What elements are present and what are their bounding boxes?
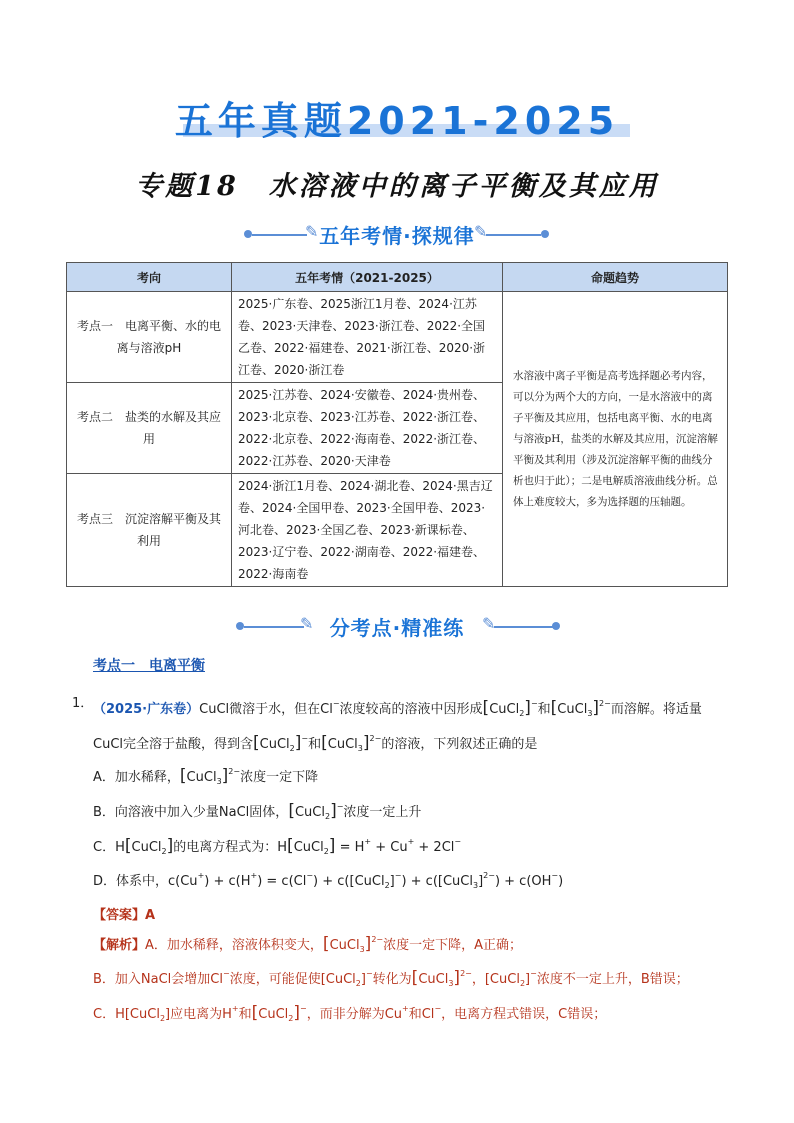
option-a[interactable]: A．加水稀释，[CuCl$_3$]$^{2-}$浓度一定下降: [93, 766, 319, 786]
trend-cell: 水溶液中离子平衡是高考选择题必考内容，可以分为两个大的方向，一是水溶液中的离子平衡及其应用，包括电离平衡、水的电离与溶液pH，盐类的水解及其应用，沉淀溶解平衡及其利用（涉及沉淀溶解平衡的曲线分析也归于此）；二是电解质溶液曲线分析。总体上难度较大，多为选择题的压轴题。: [503, 292, 728, 587]
topic-label: 考点一 电离平衡: [93, 655, 205, 675]
topic-cell: 考点三 沉淀溶解平衡及其利用: [67, 474, 232, 587]
table-header-row: [67, 263, 728, 292]
exam-trend-table: [66, 262, 728, 587]
papers-cell: 2025·江苏卷、2024·安徽卷、2024·贵州卷、2023·北京卷、2023·江苏卷、2022·浙江卷、2022·北京卷、2022·海南卷、2022·浙江卷、2022·江苏卷、2020·天津卷: [232, 383, 503, 474]
section-title: 五年考情·探规律: [319, 224, 475, 248]
question-source: （2025·广东卷）: [93, 702, 200, 717]
section-title: 分考点·精准练: [329, 616, 465, 640]
pen-icon: ✎: [474, 222, 488, 241]
papers-cell: 2024·浙江1月卷、2024·湖北卷、2024·黑吉辽卷、2024·全国甲卷、2023·全国甲卷、2023·河北卷、2023·全国乙卷、2023·新课标卷、2023·辽宁卷、2022·湖南卷、2022·福建卷、2022·海南卷: [232, 474, 503, 587]
topic-cell: 考点一 电离平衡、水的电离与溶液pH: [67, 292, 232, 383]
section-header-trends: [0, 220, 794, 250]
papers-cell: 2025·广东卷、2025浙江1月卷、2024·江苏卷、2023·天津卷、2023·浙江卷、2022·全国乙卷、2022·福建卷、2021·浙江卷、2020·浙江卷、2020·浙江卷: [232, 292, 503, 383]
answer-line: 【答案】A: [93, 908, 156, 923]
main-title: 五年真题2021-2025: [174, 99, 620, 143]
pen-icon: ✎: [305, 222, 319, 241]
column-header: 五年考情（2021-2025）: [232, 263, 503, 292]
analysis-line-b: B．加入NaCl会增加Cl−浓度，可能促使[CuCl$_2$]−转化为[CuCl$_3$]$^{2-}$，[CuCl$_2$]−浓度不一定上升，B错误；: [93, 968, 689, 988]
analysis-line-c: C．H[CuCl$_2$]应电离为H+和[CuCl$_2$]−，而非分解为Cu+和Cl−，电离方程式错误，C错误；: [93, 1003, 607, 1023]
option-b[interactable]: B．向溶液中加入少量NaCl固体，[CuCl$_2$]−浓度一定上升: [93, 801, 422, 821]
option-d[interactable]: D．体系中，c(Cu+) + c(H+) = c(Cl−) + c([CuCl$_2$]−) + c([CuCl$_3$]$^{2-}$) + c(OH−): [93, 871, 564, 890]
topic-cell: 考点二 盐类的水解及其应用: [67, 383, 232, 474]
option-c[interactable]: C．H[CuCl$_2$]的电离方程式为：H[CuCl$_2$] = H+ + Cu+ + 2Cl−: [93, 836, 462, 856]
pen-icon: ✎: [482, 614, 496, 633]
table-row: [67, 292, 728, 383]
pen-icon: ✎: [300, 614, 314, 633]
sub-title: 专题18 水溶液中的离子平衡及其应用: [135, 171, 659, 202]
analysis-line-a: 【解析】A．加水稀释，溶液体积变大，[CuCl$_3$]$^{2-}$浓度一定下降，A正确；: [93, 934, 523, 954]
column-header: 考向: [67, 263, 232, 292]
column-header: 命题趋势: [503, 263, 728, 292]
main-title-banner: [0, 90, 794, 145]
question-number: 1．: [72, 696, 94, 711]
section-header-practice: [0, 612, 794, 642]
